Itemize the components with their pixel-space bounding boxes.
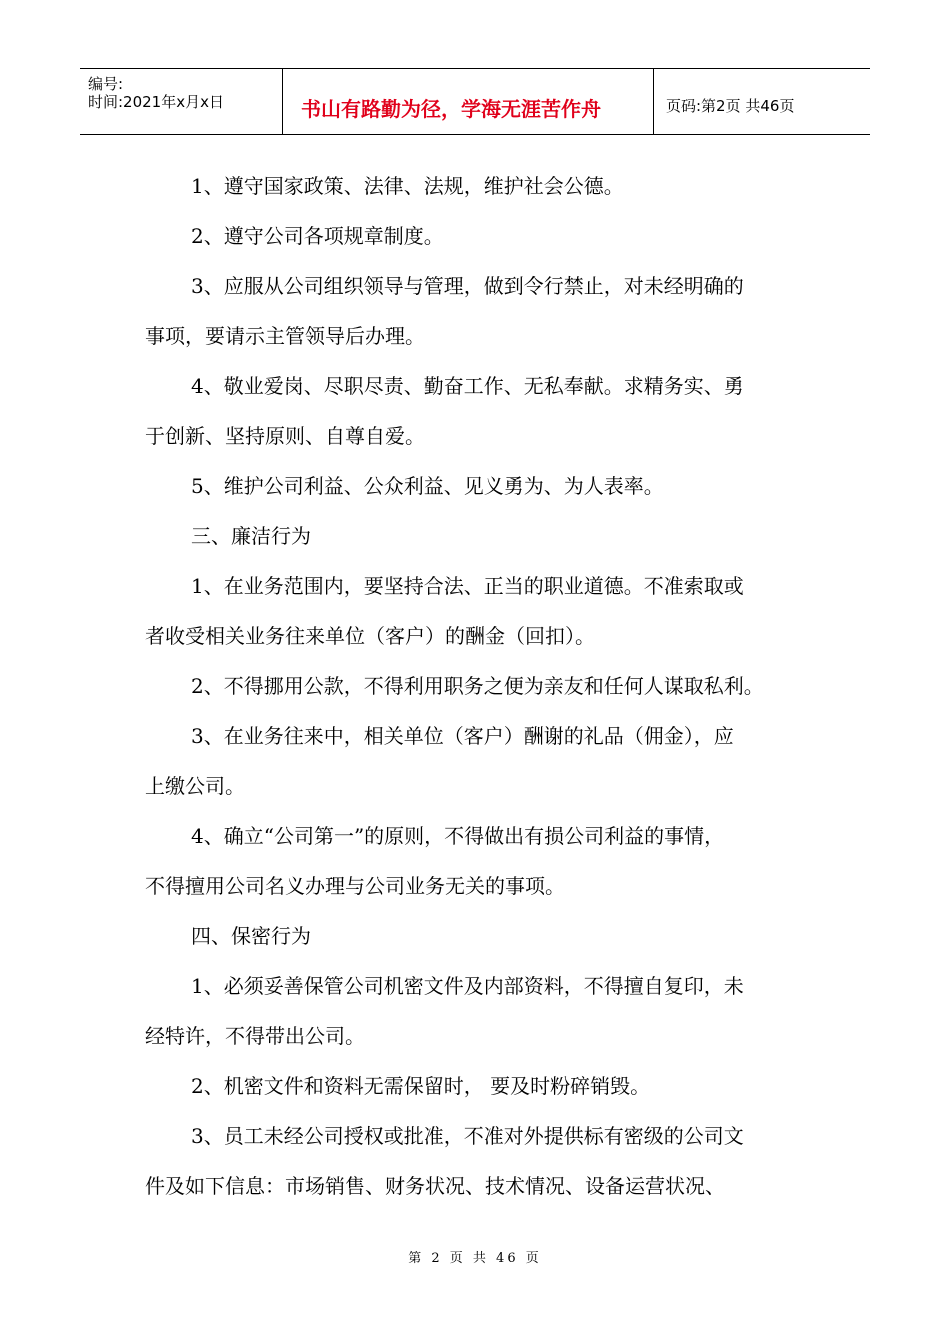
header-table: [80, 68, 870, 135]
header-page-cell: [654, 69, 870, 134]
paragraph-line: 1、在业务范围内，要坚持合法、正当的职业道德。不准索取或: [191, 574, 744, 598]
paragraph-line: 2、不得挪用公款，不得利用职务之便为亲友和任何人谋取私利。: [191, 674, 764, 698]
paragraph-line: 3、在业务往来中，相关单位（客户）酬谢的礼品（佣金），应: [191, 724, 734, 748]
paragraph-line: 件及如下信息：市场销售、财务状况、技术情况、设备运营状况、: [145, 1174, 725, 1198]
paragraph-line: 事项，要请示主管领导后办理。: [145, 324, 425, 348]
page-footer: 第 2 页 共 46 页: [408, 1251, 542, 1266]
doc-date-label: 时间:2021年x月x日: [88, 93, 224, 111]
paragraph-line: 经特许，不得带出公司。: [145, 1024, 365, 1048]
paragraph-line: 于创新、坚持原则、自尊自爱。: [145, 424, 425, 448]
paragraph-line: 4、确立“公司第一”的原则，不得做出有损公司利益的事情，: [191, 824, 725, 848]
paragraph-line: 3、员工未经公司授权或批准，不准对外提供标有密级的公司文: [191, 1124, 744, 1148]
paragraph-line: 5、维护公司利益、公众利益、见义勇为、为人表率。: [191, 474, 664, 498]
header-left-cell: [80, 69, 283, 134]
paragraph-line: 3、应服从公司组织领导与管理，做到令行禁止，对未经明确的: [191, 274, 744, 298]
paragraph-line: 1、必须妥善保管公司机密文件及内部资料，不得擅自复印，未: [191, 974, 744, 998]
section-heading: 四、保密行为: [191, 924, 311, 948]
paragraph-line: 者收受相关业务往来单位（客户）的酬金（回扣）。: [145, 624, 595, 648]
paragraph-line: 不得擅用公司名义办理与公司业务无关的事项。: [145, 874, 565, 898]
paragraph-line: 4、敬业爱岗、尽职尽责、勤奋工作、无私奉献。求精务实、勇: [191, 374, 744, 398]
paragraph-line: 上缴公司。: [145, 774, 245, 798]
paragraph-line: 2、机密文件和资料无需保留时， 要及时粉碎销毁。: [191, 1074, 651, 1098]
header-motto-cell: [283, 69, 654, 134]
header-page-info: 页码:第2页 共46页: [666, 97, 795, 115]
header-motto: 书山有路勤为径，学海无涯苦作舟: [301, 97, 601, 121]
section-heading: 三、廉洁行为: [191, 524, 311, 548]
doc-number-label: 编号:: [88, 75, 124, 93]
paragraph-line: 2、遵守公司各项规章制度。: [191, 224, 444, 248]
paragraph-line: 1、遵守国家政策、法律、法规，维护社会公德。: [191, 174, 624, 198]
